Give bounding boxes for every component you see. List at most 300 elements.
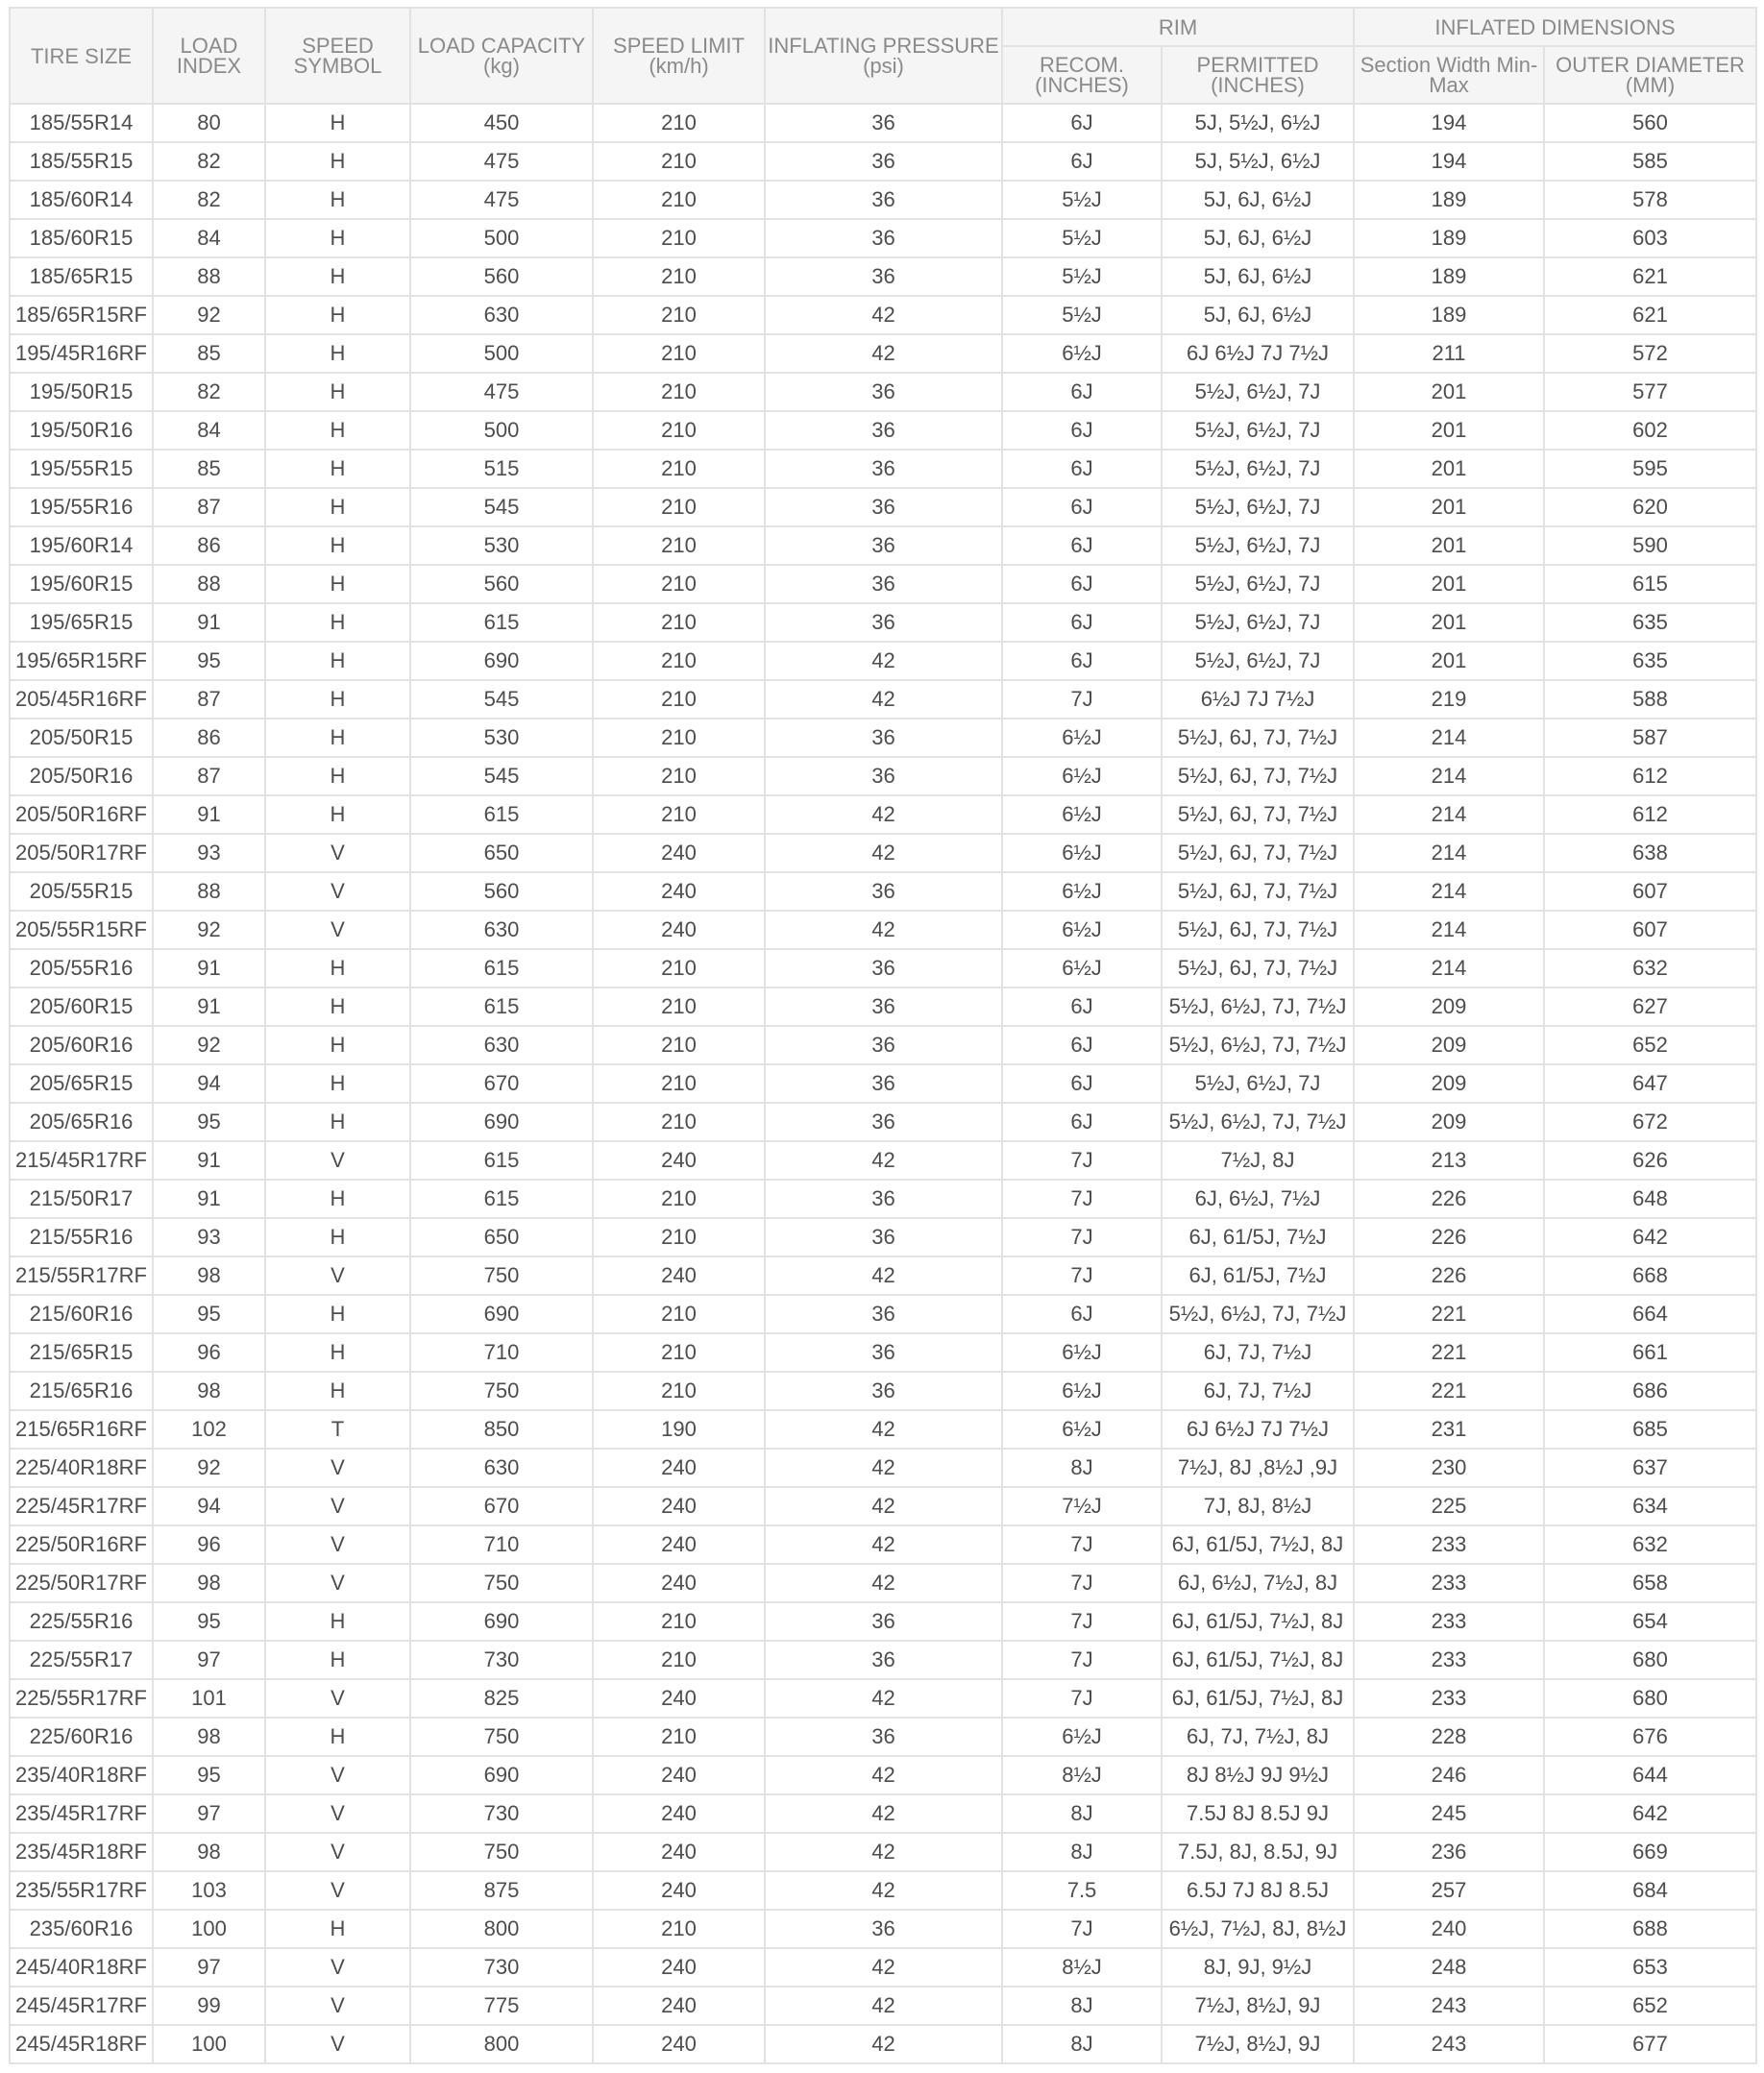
cell-section-width: 214	[1354, 795, 1544, 834]
cell-speed-limit: 240	[593, 1564, 765, 1602]
cell-tire-size: 185/65R15	[10, 257, 153, 296]
cell-load-index: 80	[153, 104, 265, 142]
cell-rim-permitted: 5J, 5½J, 6½J	[1162, 142, 1354, 181]
cell-speed-symbol: H	[265, 1064, 410, 1103]
cell-section-width: 226	[1354, 1256, 1544, 1295]
cell-speed-symbol: V	[265, 1564, 410, 1602]
table-row	[10, 526, 1756, 565]
cell-speed-limit: 240	[593, 911, 765, 949]
cell-rim-permitted: 6J, 7J, 7½J	[1162, 1372, 1354, 1410]
cell-tire-size: 195/65R15	[10, 603, 153, 642]
cell-load-index: 98	[153, 1833, 265, 1871]
cell-rim-permitted: 6J, 61/5J, 7½J, 8J	[1162, 1602, 1354, 1641]
cell-tire-size: 195/55R15	[10, 450, 153, 488]
cell-rim-recom: 7J	[1002, 1564, 1162, 1602]
cell-tire-size: 215/50R17	[10, 1180, 153, 1218]
cell-rim-permitted: 5½J, 6½J, 7J, 7½J	[1162, 988, 1354, 1026]
cell-rim-recom: 7J	[1002, 1141, 1162, 1180]
table-row	[10, 1871, 1756, 1910]
cell-speed-limit: 210	[593, 719, 765, 757]
cell-outer-diameter: 658	[1544, 1564, 1756, 1602]
cell-load-capacity: 450	[410, 104, 593, 142]
cell-tire-size: 185/55R14	[10, 104, 153, 142]
cell-speed-limit: 240	[593, 1449, 765, 1487]
cell-inflating-pressure: 42	[765, 1679, 1002, 1718]
cell-rim-recom: 7J	[1002, 1602, 1162, 1641]
cell-rim-permitted: 5J, 6J, 6½J	[1162, 257, 1354, 296]
cell-section-width: 214	[1354, 911, 1544, 949]
cell-speed-symbol: H	[265, 104, 410, 142]
cell-outer-diameter: 669	[1544, 1833, 1756, 1871]
cell-speed-limit: 210	[593, 181, 765, 219]
cell-tire-size: 225/55R17RF	[10, 1679, 153, 1718]
cell-speed-symbol: H	[265, 680, 410, 719]
cell-load-index: 87	[153, 680, 265, 719]
cell-load-capacity: 615	[410, 988, 593, 1026]
cell-tire-size: 245/45R18RF	[10, 2025, 153, 2063]
table-row	[10, 949, 1756, 988]
cell-section-width: 201	[1354, 488, 1544, 526]
cell-rim-recom: 6J	[1002, 488, 1162, 526]
cell-speed-limit: 210	[593, 1026, 765, 1064]
cell-outer-diameter: 577	[1544, 373, 1756, 411]
table-row	[10, 1449, 1756, 1487]
cell-tire-size: 205/60R16	[10, 1026, 153, 1064]
cell-load-capacity: 615	[410, 949, 593, 988]
cell-tire-size: 205/55R15	[10, 872, 153, 911]
cell-section-width: 211	[1354, 334, 1544, 373]
cell-speed-symbol: H	[265, 988, 410, 1026]
cell-inflating-pressure: 36	[765, 988, 1002, 1026]
cell-section-width: 233	[1354, 1602, 1544, 1641]
cell-speed-limit: 210	[593, 1333, 765, 1372]
table-row	[10, 1026, 1756, 1064]
cell-rim-recom: 6J	[1002, 642, 1162, 680]
cell-outer-diameter: 676	[1544, 1718, 1756, 1756]
cell-rim-permitted: 5½J, 6½J, 7J	[1162, 642, 1354, 680]
cell-section-width: 221	[1354, 1333, 1544, 1372]
cell-section-width: 214	[1354, 757, 1544, 795]
cell-section-width: 243	[1354, 2025, 1544, 2063]
cell-load-capacity: 730	[410, 1794, 593, 1833]
cell-outer-diameter: 677	[1544, 2025, 1756, 2063]
cell-rim-permitted: 6½J 7J 7½J	[1162, 680, 1354, 719]
cell-rim-permitted: 5½J, 6½J, 7J	[1162, 565, 1354, 603]
cell-load-capacity: 800	[410, 2025, 593, 2063]
cell-outer-diameter: 585	[1544, 142, 1756, 181]
cell-rim-recom: 7.5	[1002, 1871, 1162, 1910]
cell-speed-symbol: H	[265, 1218, 410, 1256]
cell-section-width: 245	[1354, 1794, 1544, 1833]
cell-load-index: 98	[153, 1564, 265, 1602]
cell-speed-symbol: H	[265, 257, 410, 296]
cell-tire-size: 225/45R17RF	[10, 1487, 153, 1525]
cell-load-index: 95	[153, 1602, 265, 1641]
cell-load-index: 92	[153, 1026, 265, 1064]
cell-inflating-pressure: 42	[765, 1794, 1002, 1833]
table-row	[10, 1564, 1756, 1602]
cell-load-index: 88	[153, 565, 265, 603]
cell-load-capacity: 750	[410, 1833, 593, 1871]
cell-load-index: 91	[153, 1141, 265, 1180]
cell-outer-diameter: 642	[1544, 1218, 1756, 1256]
cell-load-capacity: 730	[410, 1948, 593, 1987]
cell-rim-recom: 5½J	[1002, 181, 1162, 219]
cell-outer-diameter: 626	[1544, 1141, 1756, 1180]
cell-load-capacity: 560	[410, 257, 593, 296]
cell-section-width: 201	[1354, 526, 1544, 565]
cell-inflating-pressure: 36	[765, 603, 1002, 642]
cell-rim-recom: 7J	[1002, 1180, 1162, 1218]
cell-speed-limit: 210	[593, 526, 765, 565]
cell-inflating-pressure: 36	[765, 949, 1002, 988]
cell-speed-symbol: H	[265, 181, 410, 219]
cell-speed-limit: 210	[593, 603, 765, 642]
cell-tire-size: 245/45R17RF	[10, 1987, 153, 2025]
cell-rim-permitted: 5½J, 6½J, 7J	[1162, 603, 1354, 642]
cell-section-width: 214	[1354, 872, 1544, 911]
cell-speed-symbol: H	[265, 1333, 410, 1372]
cell-tire-size: 205/60R15	[10, 988, 153, 1026]
header-section-width: Section Width Min-Max	[1354, 46, 1544, 104]
cell-rim-permitted: 5½J, 6½J, 7J	[1162, 1064, 1354, 1103]
table-row	[10, 1141, 1756, 1180]
cell-tire-size: 235/40R18RF	[10, 1756, 153, 1794]
cell-load-capacity: 690	[410, 642, 593, 680]
cell-inflating-pressure: 36	[765, 1026, 1002, 1064]
cell-section-width: 194	[1354, 142, 1544, 181]
table-row	[10, 1256, 1756, 1295]
cell-speed-limit: 240	[593, 834, 765, 872]
cell-section-width: 214	[1354, 719, 1544, 757]
cell-speed-limit: 190	[593, 1410, 765, 1449]
cell-outer-diameter: 602	[1544, 411, 1756, 450]
cell-speed-limit: 240	[593, 1948, 765, 1987]
cell-tire-size: 215/60R16	[10, 1295, 153, 1333]
cell-tire-size: 225/40R18RF	[10, 1449, 153, 1487]
cell-load-index: 97	[153, 1948, 265, 1987]
cell-rim-recom: 6½J	[1002, 949, 1162, 988]
cell-rim-recom: 6½J	[1002, 1718, 1162, 1756]
cell-rim-permitted: 6.5J 7J 8J 8.5J	[1162, 1871, 1354, 1910]
table-body	[10, 104, 1756, 2063]
cell-rim-recom: 6½J	[1002, 757, 1162, 795]
cell-load-index: 87	[153, 757, 265, 795]
table-row	[10, 1064, 1756, 1103]
cell-section-width: 189	[1354, 219, 1544, 257]
cell-load-capacity: 630	[410, 296, 593, 334]
cell-tire-size: 205/50R16	[10, 757, 153, 795]
cell-load-index: 87	[153, 488, 265, 526]
cell-speed-limit: 210	[593, 1103, 765, 1141]
cell-load-index: 85	[153, 450, 265, 488]
cell-rim-recom: 7J	[1002, 1641, 1162, 1679]
cell-speed-symbol: V	[265, 1833, 410, 1871]
cell-inflating-pressure: 42	[765, 1871, 1002, 1910]
cell-load-index: 94	[153, 1064, 265, 1103]
cell-rim-permitted: 5½J, 6½J, 7J	[1162, 488, 1354, 526]
cell-load-index: 98	[153, 1256, 265, 1295]
cell-load-capacity: 710	[410, 1333, 593, 1372]
cell-speed-limit: 210	[593, 488, 765, 526]
cell-rim-permitted: 5½J, 6½J, 7J	[1162, 450, 1354, 488]
cell-speed-limit: 210	[593, 949, 765, 988]
cell-rim-recom: 7J	[1002, 1525, 1162, 1564]
cell-rim-permitted: 6J, 7J, 7½J, 8J	[1162, 1718, 1354, 1756]
cell-speed-symbol: H	[265, 757, 410, 795]
cell-inflating-pressure: 36	[765, 757, 1002, 795]
cell-load-capacity: 690	[410, 1756, 593, 1794]
cell-section-width: 209	[1354, 1026, 1544, 1064]
cell-load-index: 95	[153, 642, 265, 680]
cell-load-index: 100	[153, 1910, 265, 1948]
cell-rim-recom: 8J	[1002, 1987, 1162, 2025]
cell-speed-symbol: V	[265, 1987, 410, 2025]
cell-inflating-pressure: 42	[765, 1987, 1002, 2025]
cell-load-capacity: 690	[410, 1103, 593, 1141]
table-row	[10, 488, 1756, 526]
table-row	[10, 450, 1756, 488]
cell-rim-recom: 6J	[1002, 526, 1162, 565]
cell-speed-limit: 210	[593, 257, 765, 296]
cell-load-capacity: 630	[410, 1026, 593, 1064]
cell-tire-size: 185/60R15	[10, 219, 153, 257]
cell-inflating-pressure: 42	[765, 795, 1002, 834]
table-row	[10, 257, 1756, 296]
cell-inflating-pressure: 36	[765, 1180, 1002, 1218]
table-row	[10, 680, 1756, 719]
cell-section-width: 233	[1354, 1679, 1544, 1718]
cell-inflating-pressure: 42	[765, 834, 1002, 872]
cell-rim-permitted: 5½J, 6½J, 7J, 7½J	[1162, 1295, 1354, 1333]
cell-speed-symbol: H	[265, 526, 410, 565]
cell-outer-diameter: 560	[1544, 104, 1756, 142]
table-row	[10, 296, 1756, 334]
cell-section-width: 230	[1354, 1449, 1544, 1487]
cell-tire-size: 205/50R15	[10, 719, 153, 757]
cell-load-capacity: 690	[410, 1295, 593, 1333]
cell-outer-diameter: 627	[1544, 988, 1756, 1026]
cell-rim-recom: 6J	[1002, 450, 1162, 488]
cell-speed-symbol: H	[265, 1295, 410, 1333]
cell-speed-symbol: H	[265, 488, 410, 526]
cell-load-capacity: 500	[410, 411, 593, 450]
cell-outer-diameter: 572	[1544, 334, 1756, 373]
cell-rim-recom: 5½J	[1002, 257, 1162, 296]
cell-load-index: 93	[153, 834, 265, 872]
table-row	[10, 1718, 1756, 1756]
cell-load-index: 93	[153, 1218, 265, 1256]
cell-tire-size: 205/55R16	[10, 949, 153, 988]
cell-section-width: 228	[1354, 1718, 1544, 1756]
cell-load-capacity: 630	[410, 911, 593, 949]
cell-tire-size: 195/60R15	[10, 565, 153, 603]
cell-load-index: 99	[153, 1987, 265, 2025]
cell-inflating-pressure: 36	[765, 450, 1002, 488]
cell-speed-limit: 210	[593, 988, 765, 1026]
cell-section-width: 201	[1354, 450, 1544, 488]
cell-speed-symbol: V	[265, 911, 410, 949]
cell-speed-limit: 210	[593, 450, 765, 488]
cell-rim-permitted: 7.5J 8J 8.5J 9J	[1162, 1794, 1354, 1833]
cell-outer-diameter: 654	[1544, 1602, 1756, 1641]
cell-outer-diameter: 644	[1544, 1756, 1756, 1794]
cell-inflating-pressure: 36	[765, 565, 1002, 603]
table-row	[10, 1602, 1756, 1641]
cell-rim-permitted: 8J, 9J, 9½J	[1162, 1948, 1354, 1987]
cell-load-capacity: 775	[410, 1987, 593, 2025]
cell-inflating-pressure: 42	[765, 1525, 1002, 1564]
table-row	[10, 1295, 1756, 1333]
cell-load-capacity: 615	[410, 1180, 593, 1218]
cell-speed-limit: 210	[593, 104, 765, 142]
cell-rim-permitted: 7½J, 8J ,8½J ,9J	[1162, 1449, 1354, 1487]
tire-spec-table-container	[9, 7, 1755, 2064]
table-header	[10, 8, 1756, 104]
cell-tire-size: 195/55R16	[10, 488, 153, 526]
cell-rim-permitted: 5½J, 6J, 7J, 7½J	[1162, 834, 1354, 872]
cell-inflating-pressure: 36	[765, 1218, 1002, 1256]
cell-rim-recom: 5½J	[1002, 219, 1162, 257]
cell-load-capacity: 530	[410, 526, 593, 565]
cell-speed-symbol: H	[265, 450, 410, 488]
cell-load-index: 91	[153, 949, 265, 988]
cell-section-width: 209	[1354, 1103, 1544, 1141]
cell-outer-diameter: 688	[1544, 1910, 1756, 1948]
cell-speed-limit: 210	[593, 1910, 765, 1948]
cell-load-index: 88	[153, 257, 265, 296]
cell-outer-diameter: 578	[1544, 181, 1756, 219]
cell-rim-recom: 6½J	[1002, 911, 1162, 949]
cell-outer-diameter: 620	[1544, 488, 1756, 526]
cell-outer-diameter: 652	[1544, 1987, 1756, 2025]
cell-section-width: 257	[1354, 1871, 1544, 1910]
cell-outer-diameter: 588	[1544, 680, 1756, 719]
cell-load-index: 97	[153, 1794, 265, 1833]
cell-tire-size: 205/50R16RF	[10, 795, 153, 834]
cell-speed-limit: 210	[593, 795, 765, 834]
cell-tire-size: 195/50R15	[10, 373, 153, 411]
cell-rim-permitted: 5½J, 6½J, 7J, 7½J	[1162, 1103, 1354, 1141]
cell-load-index: 95	[153, 1103, 265, 1141]
cell-outer-diameter: 653	[1544, 1948, 1756, 1987]
cell-speed-symbol: H	[265, 949, 410, 988]
cell-tire-size: 235/60R16	[10, 1910, 153, 1948]
cell-tire-size: 205/65R16	[10, 1103, 153, 1141]
cell-load-index: 86	[153, 526, 265, 565]
cell-outer-diameter: 672	[1544, 1103, 1756, 1141]
cell-outer-diameter: 612	[1544, 795, 1756, 834]
cell-outer-diameter: 652	[1544, 1026, 1756, 1064]
cell-load-capacity: 850	[410, 1410, 593, 1449]
table-row	[10, 334, 1756, 373]
cell-rim-permitted: 5½J, 6J, 7J, 7½J	[1162, 949, 1354, 988]
cell-speed-symbol: V	[265, 1794, 410, 1833]
cell-load-capacity: 515	[410, 450, 593, 488]
cell-inflating-pressure: 42	[765, 1256, 1002, 1295]
cell-speed-symbol: H	[265, 1718, 410, 1756]
cell-load-index: 84	[153, 411, 265, 450]
cell-inflating-pressure: 36	[765, 373, 1002, 411]
cell-outer-diameter: 648	[1544, 1180, 1756, 1218]
table-row	[10, 104, 1756, 142]
cell-speed-limit: 210	[593, 757, 765, 795]
cell-rim-recom: 6½J	[1002, 334, 1162, 373]
cell-load-index: 94	[153, 1487, 265, 1525]
table-row	[10, 1180, 1756, 1218]
cell-speed-limit: 210	[593, 565, 765, 603]
table-row	[10, 1103, 1756, 1141]
cell-tire-size: 185/65R15RF	[10, 296, 153, 334]
cell-rim-recom: 6½J	[1002, 872, 1162, 911]
cell-load-capacity: 730	[410, 1641, 593, 1679]
cell-load-capacity: 545	[410, 680, 593, 719]
cell-tire-size: 225/60R16	[10, 1718, 153, 1756]
cell-rim-recom: 8J	[1002, 1794, 1162, 1833]
table-row	[10, 795, 1756, 834]
cell-rim-recom: 7J	[1002, 1679, 1162, 1718]
cell-speed-symbol: H	[265, 1103, 410, 1141]
cell-load-index: 92	[153, 296, 265, 334]
cell-load-index: 96	[153, 1333, 265, 1372]
cell-rim-recom: 6J	[1002, 104, 1162, 142]
cell-section-width: 246	[1354, 1756, 1544, 1794]
cell-rim-recom: 6J	[1002, 1295, 1162, 1333]
cell-rim-permitted: 6J, 6½J, 7½J	[1162, 1180, 1354, 1218]
cell-rim-permitted: 5½J, 6½J, 7J, 7½J	[1162, 1026, 1354, 1064]
cell-load-index: 88	[153, 872, 265, 911]
cell-speed-symbol: V	[265, 1487, 410, 1525]
cell-rim-recom: 6J	[1002, 373, 1162, 411]
table-row	[10, 1218, 1756, 1256]
cell-load-index: 98	[153, 1718, 265, 1756]
cell-speed-limit: 210	[593, 373, 765, 411]
cell-speed-symbol: V	[265, 872, 410, 911]
cell-inflating-pressure: 36	[765, 181, 1002, 219]
cell-load-index: 82	[153, 142, 265, 181]
cell-speed-limit: 240	[593, 1525, 765, 1564]
cell-speed-limit: 240	[593, 1833, 765, 1871]
cell-load-index: 91	[153, 988, 265, 1026]
cell-rim-permitted: 6J 6½J 7J 7½J	[1162, 334, 1354, 373]
table-row	[10, 872, 1756, 911]
cell-rim-recom: 6½J	[1002, 1410, 1162, 1449]
cell-section-width: 226	[1354, 1180, 1544, 1218]
cell-speed-symbol: V	[265, 1679, 410, 1718]
cell-section-width: 201	[1354, 411, 1544, 450]
cell-load-capacity: 670	[410, 1487, 593, 1525]
cell-inflating-pressure: 36	[765, 1372, 1002, 1410]
cell-load-index: 82	[153, 181, 265, 219]
cell-rim-recom: 6J	[1002, 1064, 1162, 1103]
cell-load-capacity: 560	[410, 872, 593, 911]
cell-outer-diameter: 635	[1544, 603, 1756, 642]
cell-load-index: 86	[153, 719, 265, 757]
cell-tire-size: 215/55R17RF	[10, 1256, 153, 1295]
cell-inflating-pressure: 36	[765, 1910, 1002, 1948]
cell-section-width: 233	[1354, 1564, 1544, 1602]
cell-speed-limit: 240	[593, 872, 765, 911]
cell-section-width: 209	[1354, 988, 1544, 1026]
cell-tire-size: 235/45R18RF	[10, 1833, 153, 1871]
cell-speed-limit: 210	[593, 680, 765, 719]
cell-speed-symbol: H	[265, 1641, 410, 1679]
table-row	[10, 1987, 1756, 2025]
cell-tire-size: 225/50R16RF	[10, 1525, 153, 1564]
cell-load-capacity: 650	[410, 834, 593, 872]
cell-tire-size: 235/45R17RF	[10, 1794, 153, 1833]
cell-rim-permitted: 5½J, 6½J, 7J	[1162, 373, 1354, 411]
